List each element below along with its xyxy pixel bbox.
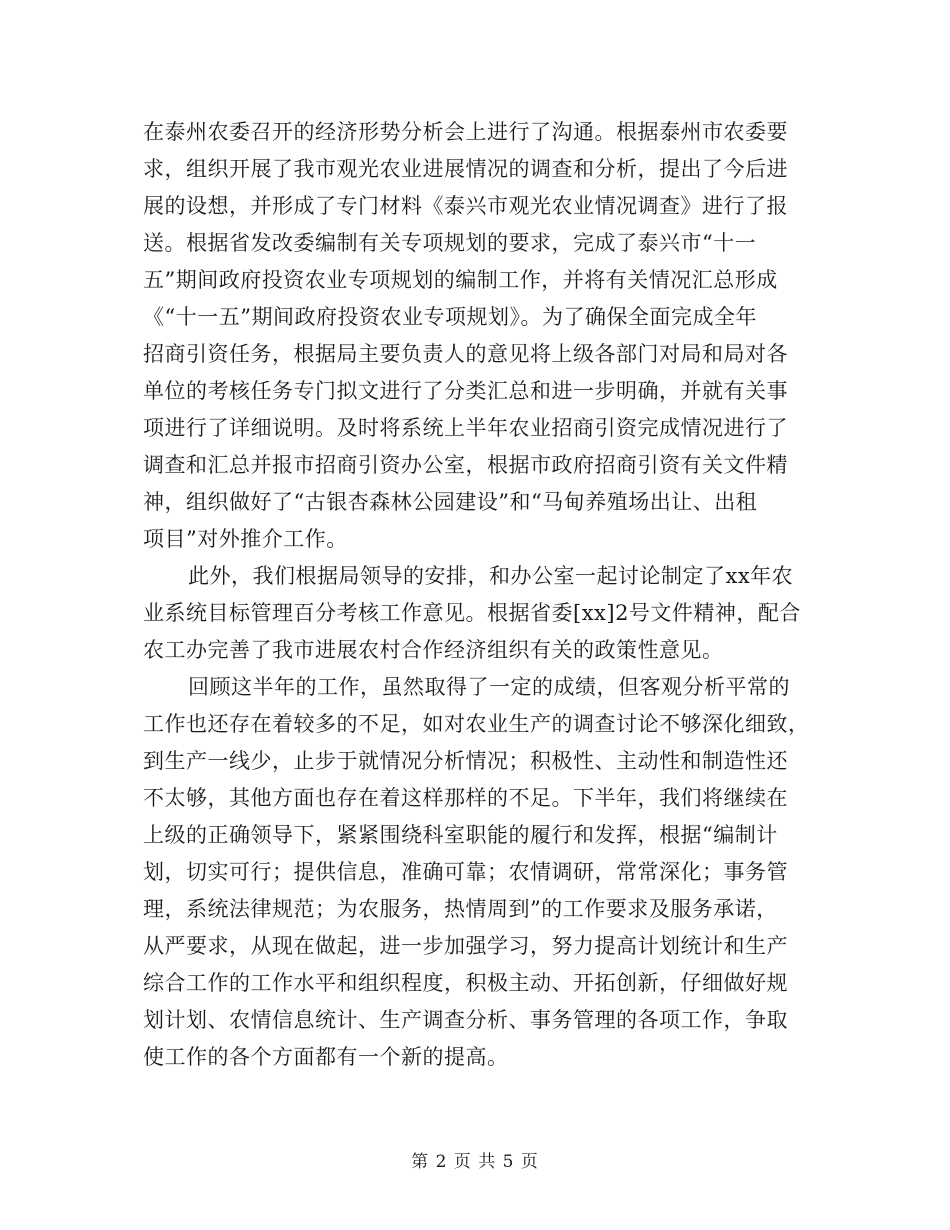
paragraph-line: 理，系统法律规范；为农服务，热情周到”的工作要求及服务承诺， [143, 897, 778, 921]
paragraph-line: 单位的考核任务专门拟文进行了分类汇总和进一步明确，并就有关事 [143, 379, 788, 403]
page-number-footer: 第 2 页 共 5 页 [411, 1152, 539, 1172]
paragraph-line: 调查和汇总并报市招商引资办公室，根据市政府招商引资有关文件精 [143, 453, 788, 477]
paragraph-line: 展的设想，并形成了专门材料《泰兴市观光农业情况调查》进行了报 [143, 194, 788, 218]
paragraph-line: 项进行了详细说明。及时将系统上半年农业招商引资完成情况进行了 [143, 416, 788, 440]
paragraph-line: 工作也还存在着较多的不足，如对农业生产的调查讨论不够深化细致， [143, 712, 810, 736]
paragraph-line: 从严要求，从现在做起，进一步加强学习，努力提高计划统计和生产 [143, 934, 788, 958]
paragraph-line: 上级的正确领导下，紧紧围绕科室职能的履行和发挥，根据“编制计 [143, 823, 778, 847]
paragraph-line: 在泰州农委召开的经济形势分析会上进行了沟通。根据泰州市农委要 [143, 120, 788, 144]
paragraph-line: 农工办完善了我市进展农村合作经济组织有关的政策性意见。 [143, 638, 724, 662]
paragraph-line: 求，组织开展了我市观光农业进展情况的调查和分析，提出了今后进 [143, 157, 788, 181]
paragraph-line: 使工作的各个方面都有一个新的提高。 [143, 1045, 509, 1069]
paragraph-line: 划计划、农情信息统计、生产调查分析、事务管理的各项工作，争取 [143, 1008, 788, 1032]
paragraph-line: 招商引资任务，根据局主要负责人的意见将上级各部门对局和局对各 [143, 342, 788, 366]
paragraph-line: 五”期间政府投资农业专项规划的编制工作，并将有关情况汇总形成 [143, 268, 778, 292]
paragraph-line: 此外，我们根据局领导的安排，和办公室一起讨论制定了xx年农 [188, 564, 794, 588]
paragraph-line: 送。根据省发改委编制有关专项规划的要求，完成了泰兴市“十一 [143, 231, 757, 255]
paragraph-line: 不太够，其他方面也存在着这样那样的不足。下半年，我们将继续在 [143, 786, 788, 810]
paragraph-line: 神，组织做好了“古银杏森林公园建设”和“马甸养殖场出让、出租 [143, 490, 758, 514]
paragraph-line: 业系统目标管理百分考核工作意见。根据省委[xx]2号文件精神，配合 [143, 601, 801, 625]
paragraph-line: 综合工作的工作水平和组织程度，积极主动、开拓创新，仔细做好规 [143, 971, 788, 995]
paragraph-line: 项目”对外推介工作。 [143, 527, 348, 551]
paragraph-line: 划，切实可行；提供信息，准确可靠；农情调研，常常深化；事务管 [143, 860, 788, 884]
paragraph-line: 回顾这半年的工作，虽然取得了一定的成绩，但客观分析平常的 [188, 675, 790, 699]
paragraph-line: 《“十一五”期间政府投资农业专项规划》。为了确保全面完成全年 [143, 305, 757, 329]
paragraph-line: 到生产一线少，止步于就情况分析情况；积极性、主动性和制造性还 [143, 749, 788, 773]
